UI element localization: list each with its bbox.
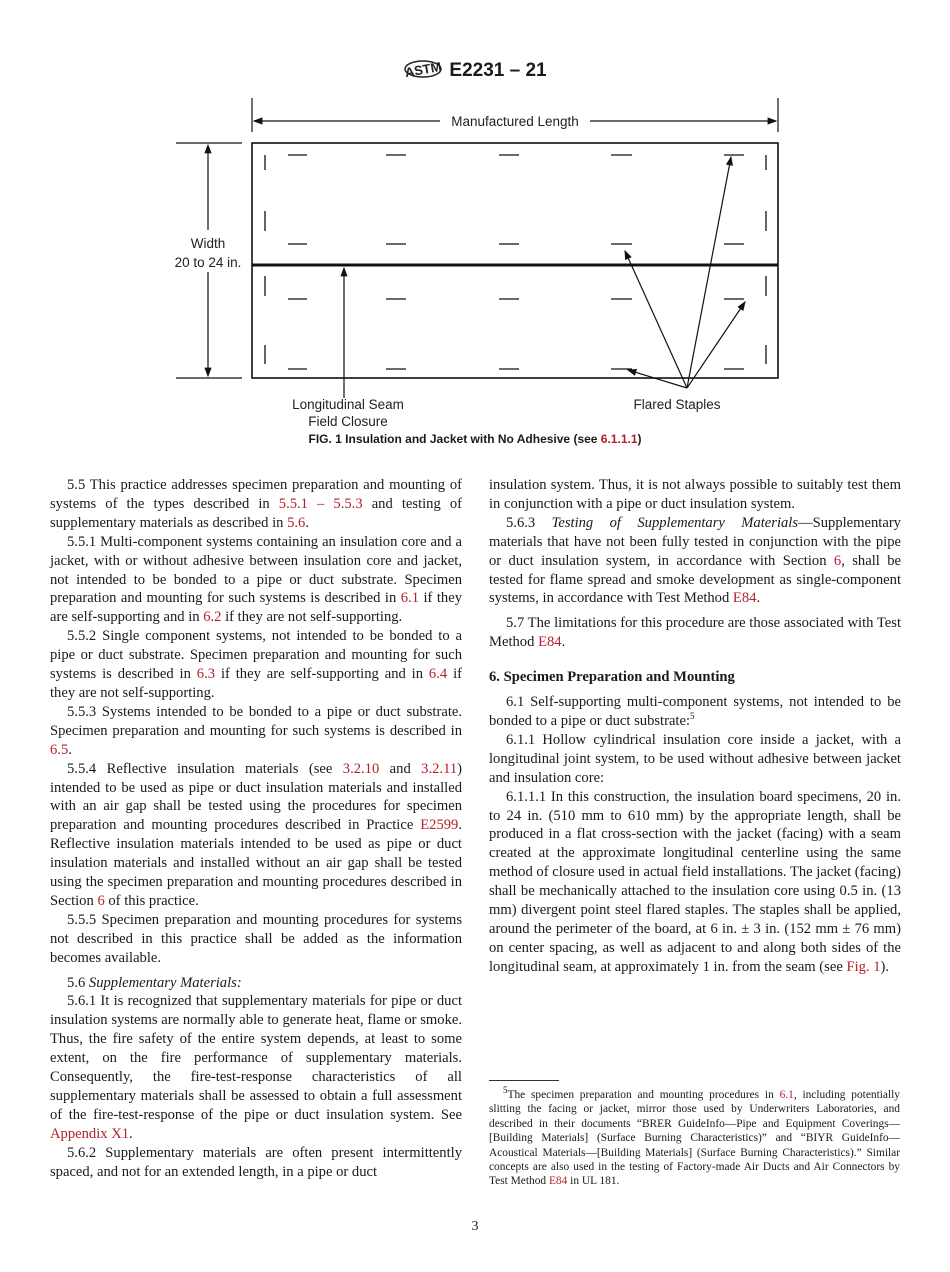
- paragraph: [50, 1144, 462, 1182]
- width-label: Width: [190, 236, 226, 251]
- text: 5.6.1 It is recognized that supplementary materials for pipe or duct insulation systems are normally able to generate heat, flame or smoke. Thus, the fire safety of the entire system depends, at least to some extent, on the fire performance of supplementary materials. Consequently, the fire-test-response characteristics of all supplementary materials shall be assessed to obtain a full assessment of the fire-test-response of the pipe or duct insulation system. See: [50, 993, 462, 1123]
- paragraph: [50, 992, 462, 1143]
- cross-reference-link[interactable]: 6.3: [196, 666, 216, 683]
- text: in UL 181.: [567, 1175, 620, 1188]
- text: .: [561, 634, 566, 651]
- cross-reference-link[interactable]: 6.1: [400, 590, 419, 607]
- text: 5.5.2 Single component systems, not intended to be bonded to a pipe or duct substrate. Specimen preparation and mounting for such systems is described in: [50, 628, 462, 683]
- paragraph: [489, 731, 901, 788]
- seam-label: Longitudinal Seam: [292, 397, 404, 412]
- text: 5.6: [67, 974, 89, 991]
- text: 5.7 The limitations for this procedure are those associated with Test Method: [489, 615, 901, 651]
- text: 5.5.1 Multi-component systems containing an insulation core and a jacket, with or without adhesive between insulation core and jacket, not intended to be bonded to a pipe or duct substrate. Specimen preparation and mounting for such systems is described in: [50, 533, 462, 607]
- staple-arrow: [687, 157, 731, 388]
- width-value: 20 to 24 in.: [174, 255, 242, 270]
- text: if they are not self-supporting.: [50, 666, 462, 701]
- text: 5.6.3: [506, 514, 552, 531]
- text: if they are self-supporting and in: [50, 590, 462, 626]
- cross-reference-link[interactable]: 6.2: [203, 609, 222, 626]
- paragraph: [489, 693, 901, 731]
- text: —Supplementary materials that have not been fully tested in conjunction with the pipe or duct insulation system, in accordance with Section: [489, 514, 901, 569]
- paragraph: [50, 533, 462, 628]
- text: 5.5.5 Specimen preparation and mounting procedures for systems not described in this practice shall be added as the information becomes available.: [50, 911, 462, 966]
- seam-label-2: Field Closure: [308, 414, 388, 429]
- text: 5.5.4 Reflective insulation materials (see: [67, 760, 343, 777]
- paragraph: [489, 514, 901, 609]
- caption-suffix: ): [637, 432, 642, 446]
- paragraph: [489, 476, 901, 514]
- paragraph: [50, 627, 462, 703]
- text: ).: [880, 958, 890, 975]
- text: 6. Specimen Preparation and Mounting: [489, 669, 735, 686]
- figure-caption: [0, 432, 950, 446]
- text: and testing of supplementary materials as described in: [50, 495, 463, 531]
- text: 6.1 Self-supporting multi-component systems, not intended to be bonded to a pipe or duct substrate:: [489, 694, 901, 729]
- paragraph: [489, 614, 901, 652]
- text: 6.1.1.1 In this construction, the insulation board specimens, 20 in. to 24 in. (510 mm to 610 mm) by the appropriate length, shall be produced in a flat cross-section with the jacket (facing) with a seam created at the approximate longitudinal centerline using the same method of closure used in actual field installations. The jacket (facing) shall be mechanically attached to the insulation core using 0.5 in. (13 mm) divergent point steel flared staples. The staples shall be applied, around the perimeter of the board, at 6 in. ± 3 in. (152 mm ± 76 mm) on center spacing, as well as adjacent to and along both sides of the longitudinal seam, at approximately 1 in. from the seam (see: [489, 788, 901, 975]
- text: 6.1.1 Hollow cylindrical insulation core inside a jacket, with a longitudinal joint system, to be used without adhesive between jacket and insulation core:: [489, 731, 901, 786]
- footnote: [489, 1085, 900, 1189]
- text: .: [129, 1125, 133, 1142]
- cross-reference-link[interactable]: E2599: [420, 817, 459, 834]
- paragraph: [50, 703, 462, 760]
- section-heading: [489, 668, 901, 687]
- length-label: Manufactured Length: [451, 114, 579, 129]
- cross-reference-link[interactable]: 6.4: [428, 666, 448, 683]
- page-number: 3: [471, 1219, 479, 1234]
- right-column: [489, 476, 901, 977]
- cross-reference-link[interactable]: 6: [833, 552, 842, 569]
- cross-reference-link[interactable]: 5.5.1 – 5.5.3: [278, 495, 363, 512]
- paragraph: [489, 788, 901, 977]
- text: The specimen preparation and mounting procedures in: [507, 1089, 780, 1101]
- cross-reference-link[interactable]: E84: [548, 1175, 568, 1188]
- svg-text:ASTM: ASTM: [404, 58, 443, 81]
- text: Testing of Supplementary Materials: [551, 514, 799, 531]
- staple-arrow: [625, 251, 687, 388]
- text: 5.5.3 Systems intended to be bonded to a pipe or duct substrate. Specimen preparation and mounting for such systems is described in: [50, 703, 462, 739]
- text: 5.5 This practice addresses specimen preparation and mounting of systems of the types described in: [50, 477, 462, 512]
- cross-reference-link[interactable]: 3.2.11: [421, 760, 458, 777]
- text: .: [68, 741, 72, 758]
- staples-label: Flared Staples: [633, 397, 721, 412]
- text: if they are self-supporting and in: [215, 666, 429, 683]
- left-column: [50, 476, 462, 1182]
- text: .: [305, 514, 309, 531]
- cross-reference-link[interactable]: E84: [538, 634, 562, 651]
- designation: E2231 – 21: [449, 60, 547, 81]
- cross-reference-link[interactable]: Fig. 1: [846, 958, 881, 975]
- text: Supplementary Materials:: [88, 974, 242, 991]
- cross-reference-link[interactable]: 5.6: [287, 514, 306, 531]
- cross-reference-link[interactable]: E84: [732, 590, 757, 607]
- text: ) intended to be used as pipe or duct insulation materials and installed with an air gap shall be tested using the procedures for specimen preparation and mounting procedures described in Practice: [50, 760, 462, 834]
- figure-1-diagram: [0, 0, 950, 430]
- text: of this practice.: [104, 892, 199, 909]
- text: insulation system. Thus, it is not always possible to suitably test them in conjunction with a pipe or duct insulation system.: [489, 477, 901, 512]
- text: .: [756, 590, 761, 607]
- text: . Reflective insulation materials intended to be used as pipe or duct insulation materials and installed without an air gap shall be tested using the specimen preparation and mounting procedures described in Section: [50, 817, 462, 909]
- text: 5.6.2 Supplementary materials are often present intermittently spaced, and not for an extended length, in a pipe or duct: [50, 1144, 462, 1180]
- text: , shall be tested for flame spread and smoke development as single-component systems, in accordance with Test Method: [489, 552, 901, 607]
- cross-reference-link[interactable]: Appendix X1: [50, 1125, 130, 1142]
- cross-reference-link[interactable]: 6.1: [779, 1089, 794, 1101]
- insulation-board: [252, 143, 778, 378]
- cross-reference-link[interactable]: 3.2.10: [342, 760, 380, 777]
- caption-text: FIG. 1 Insulation and Jacket with No Adhesive (see: [308, 432, 601, 446]
- footnote-marker: 5: [503, 1085, 508, 1096]
- cross-reference-link[interactable]: 6: [97, 892, 105, 909]
- staples: [265, 155, 766, 369]
- staple-arrow: [628, 370, 687, 388]
- text: , including potentially slitting the facing or jacket, mirror those used by Underwriters Laboratories, and described in their documents “BRER GuideInfo—Pipe and Equipment Coverings—[Building Materials] (Surface Burning Characteristics)” and “BIYR GuideInfo—Acoustical Materials—[Building Materials] (Surface Burning Characteristics).” Similar concepts are also used in the testing of Factory-made Air Ducts and Air Connectors by Test Method: [489, 1089, 900, 1188]
- paragraph: [50, 476, 462, 533]
- paragraph: [50, 974, 462, 993]
- cross-reference-link[interactable]: 6.5: [50, 741, 69, 758]
- text: and: [379, 760, 422, 777]
- footnote-marker: 5: [690, 711, 695, 722]
- text: if they are not self-supporting.: [221, 609, 403, 626]
- paragraph: [50, 911, 462, 968]
- footnote-divider: [489, 1080, 559, 1081]
- caption-link[interactable]: 6.1.1.1: [600, 432, 638, 446]
- paragraph: [50, 760, 462, 911]
